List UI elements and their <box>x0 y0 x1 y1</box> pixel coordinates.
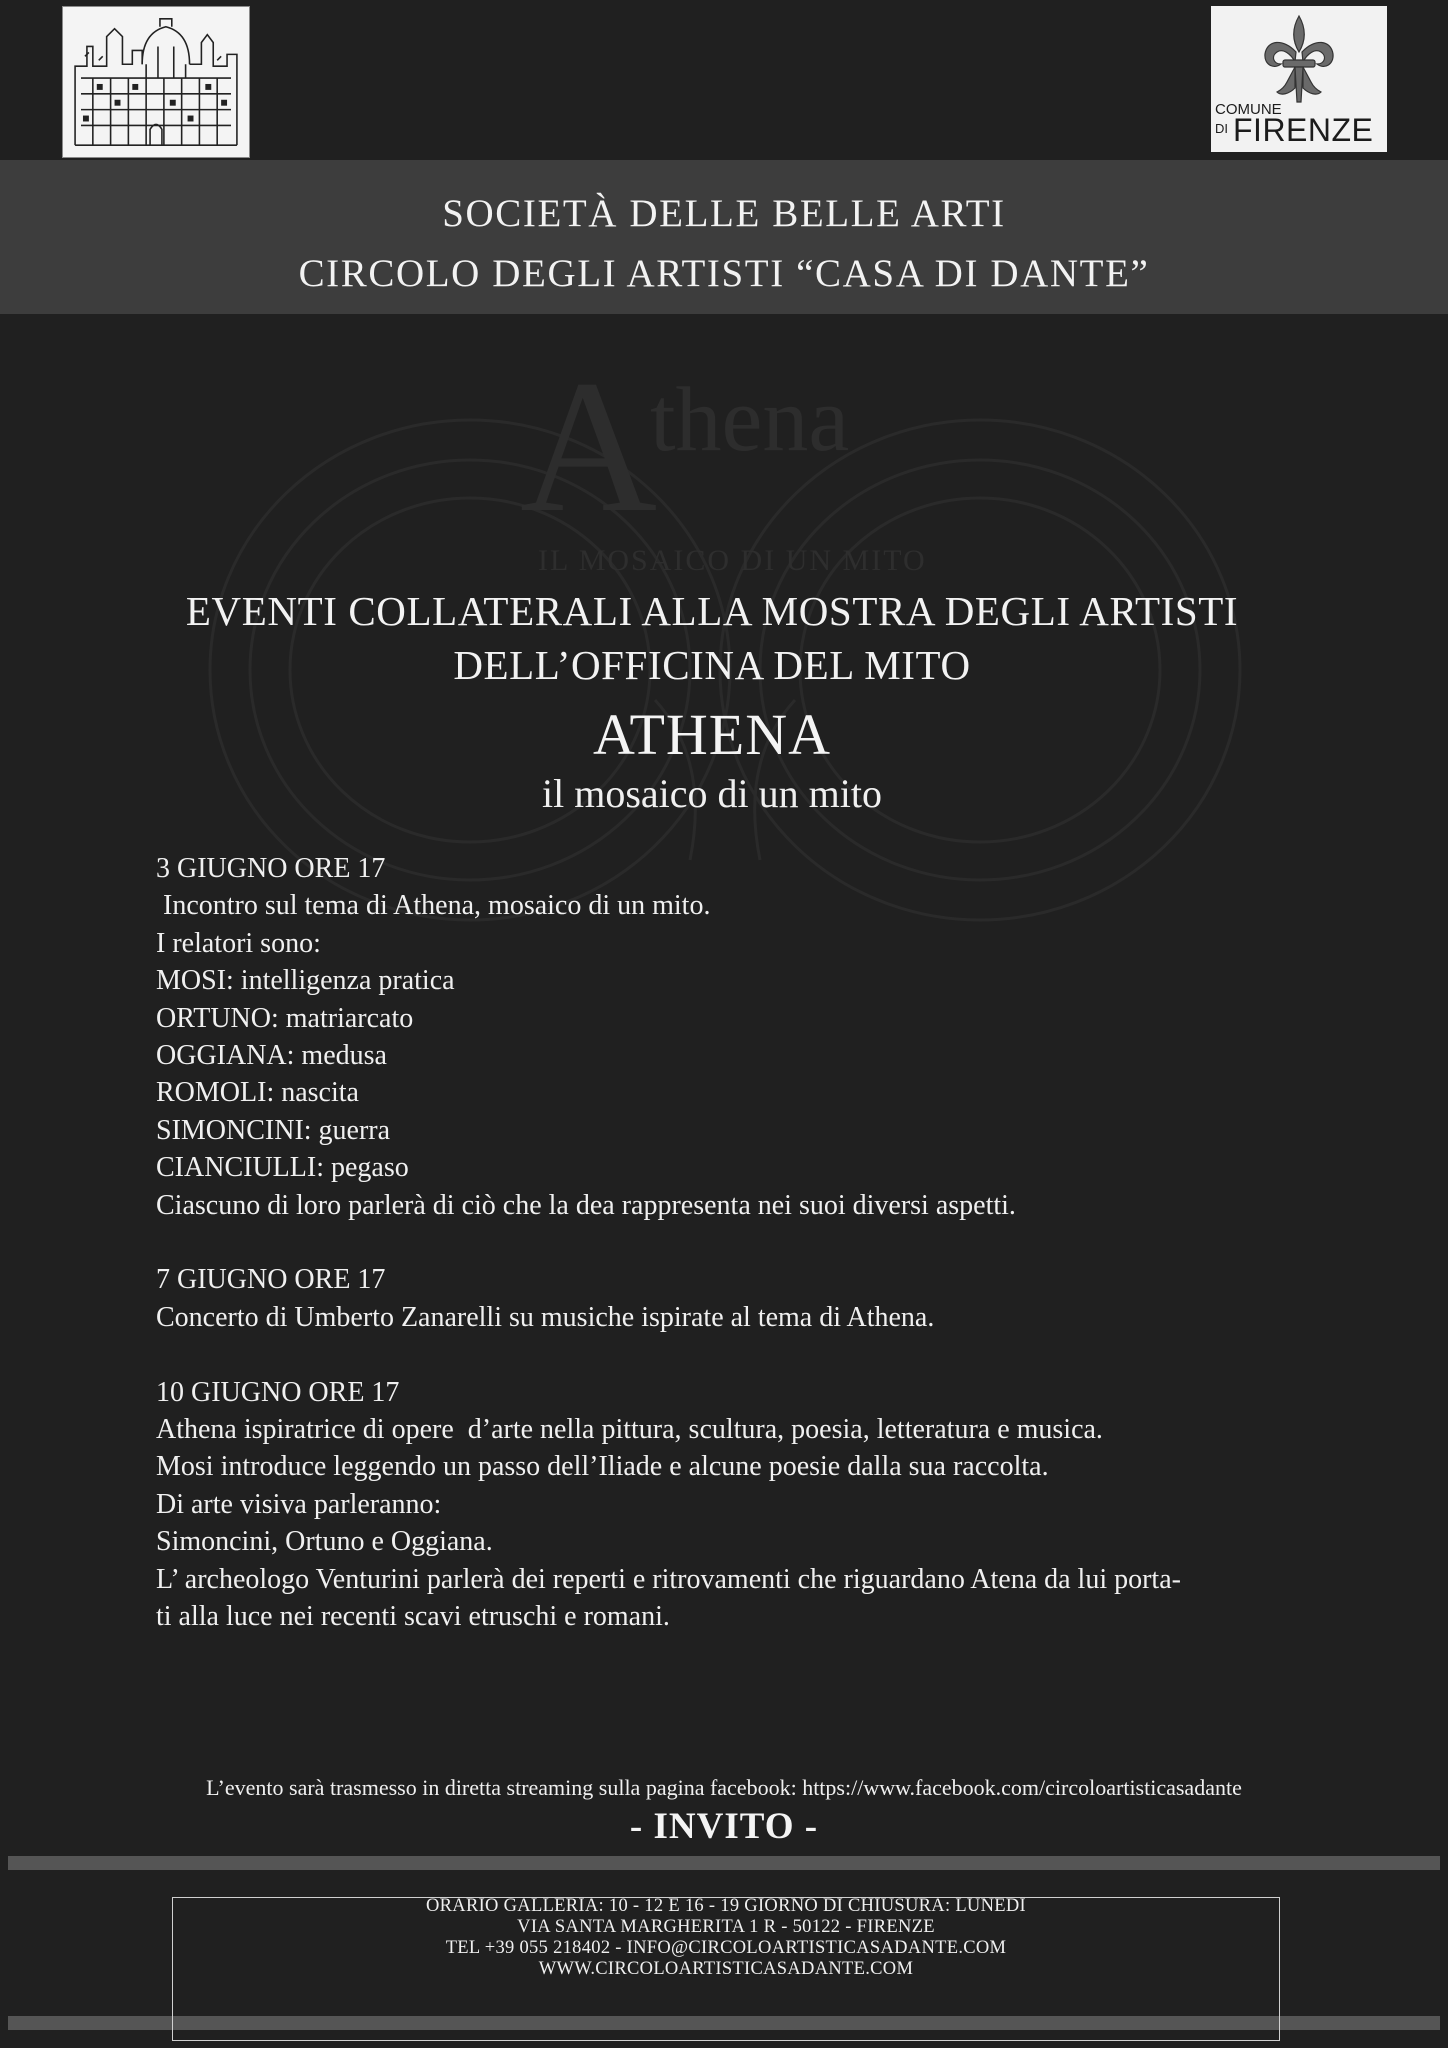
event-date: 10 GIUGNO ORE 17 <box>156 1376 400 1408</box>
events-list <box>156 850 1316 1673</box>
speaker-line: ROMOLI: nascita <box>156 1077 359 1109</box>
speaker-line: OGGIANA: medusa <box>156 1040 387 1072</box>
headline-line-1: EVENTI COLLATERALI ALLA MOSTRA DEGLI ARTISTI <box>185 588 1239 634</box>
society-name: SOCIETÀ DELLE BELLE ARTI <box>442 192 1006 235</box>
watermark-title: thena <box>650 368 850 470</box>
exhibition-subtitle: il mosaico di un mito <box>542 771 882 816</box>
headline-line-2: DELL’OFFICINA DEL MITO <box>453 642 971 688</box>
watermark-subtitle: IL MOSAICO DI UN MITO <box>538 544 927 577</box>
streaming-notice: L’evento sarà trasmesso in diretta streaming sulla pagina facebook: https://www.facebook.com/circoloartisticasadante <box>206 1775 1242 1800</box>
event-line: Athena ispiratrice di opere d’arte nella pittura, scultura, poesia, letteratura e musica. <box>156 1414 1103 1446</box>
event-june-10 <box>156 1374 1316 1636</box>
event-headline <box>0 584 1424 692</box>
event-date: 3 GIUGNO ORE 17 <box>156 853 386 884</box>
event-june-7 <box>156 1261 1316 1336</box>
logo-comune-text: COMUNE <box>1215 101 1282 118</box>
event-line: Di arte visiva parleranno: <box>156 1488 442 1520</box>
exhibition-title: ATHENA <box>593 702 831 767</box>
gallery-hours: ORARIO GALLERIA: 10 - 12 E 16 - 19 GIORNO DI CHIUSURA: LUNEDI <box>426 1896 1026 1916</box>
gallery-website[interactable]: WWW.CIRCOLOARTISTICASADANTE.COM <box>538 1959 914 1979</box>
header-band <box>0 160 1448 314</box>
speaker-line: SIMONCINI: guerra <box>156 1114 391 1146</box>
comune-di-firenze-logo <box>1211 6 1387 152</box>
gallery-contacts: TEL +39 055 218402 - INFO@CIRCOLOARTISTICASADANTE.COM <box>445 1938 1007 1958</box>
event-line: Incontro sul tema di Athena, mosaico di un mito. <box>156 890 711 922</box>
event-line: I relatori sono: <box>156 927 321 959</box>
event-line: Mosi introduce leggendo un passo dell’Iliade e alcune poesie dalla sua raccolta. <box>156 1451 1049 1483</box>
event-date: 7 GIUGNO ORE 17 <box>156 1264 386 1296</box>
event-line: ti alla luce nei recenti scavi etruschi e romani. <box>156 1601 670 1633</box>
circle-name: CIRCOLO DEGLI ARTISTI “CASA DI DANTE” <box>298 252 1150 295</box>
speaker-line: ORTUNO: matriarcato <box>156 1002 414 1034</box>
florence-skyline-logo <box>62 6 250 158</box>
invite-label: - INVITO - <box>629 1806 819 1847</box>
gallery-address: VIA SANTA MARGHERITA 1 R - 50122 - FIRENZE <box>517 1917 935 1937</box>
skyline-drawing-icon <box>63 7 249 157</box>
gallery-info-box <box>172 1897 1280 2041</box>
speaker-line: MOSI: intelligenza pratica <box>156 965 455 997</box>
fleur-de-lis-icon <box>1259 12 1339 112</box>
speaker-line: CIANCIULLI: pegaso <box>156 1152 409 1184</box>
event-line: Concerto di Umberto Zanarelli su musiche ispirate al tema di Athena. <box>156 1301 935 1333</box>
logo-di-text: DI <box>1215 121 1228 136</box>
event-line: Simoncini, Ortuno e Oggiana. <box>156 1526 493 1558</box>
logo-city-text: FIRENZE <box>1233 112 1374 148</box>
event-june-3 <box>156 850 1316 1224</box>
separator-top <box>8 1856 1440 1870</box>
event-line: L’ archeologo Venturini parlerà dei reperti e ritrovamenti che riguardano Atena da lui porta- <box>156 1563 1181 1595</box>
watermark-letter-a: A <box>520 342 658 552</box>
event-line: Ciascuno di loro parlerà di ciò che la dea rappresenta nei suoi diversi aspetti. <box>156 1189 1016 1221</box>
